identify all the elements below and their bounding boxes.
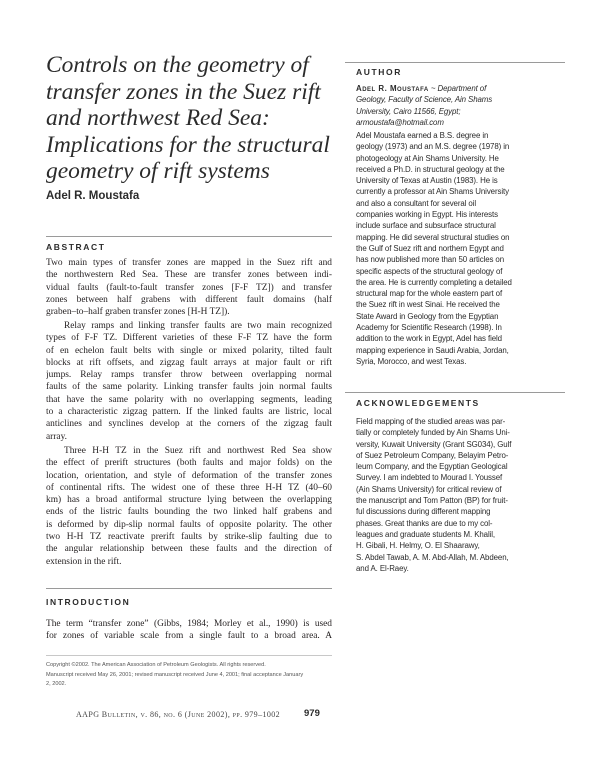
title-line: geometry of rift systems <box>46 158 270 184</box>
bio-line: Adel Moustafa earned a B.S. degree in <box>356 131 489 140</box>
bio-line: structural map for the whole eastern part of <box>356 289 503 299</box>
abstract-paragraph-1 <box>46 257 332 318</box>
bio-line: addition to the work in Egypt, Adel has field <box>356 334 502 344</box>
text-line: of en echelon fault belts with single or mixed polarity, tilted fault <box>46 345 332 356</box>
text-line: vidual faults (fault-to-fault transfer zones [F-F TZ]) and transfer <box>46 282 332 293</box>
footnote-line: Manuscript received May 26, 2001; revised manuscript received June 4, 2001; final acceptance January <box>46 671 304 678</box>
text-line: is deformed by dip-slip normal faults of opposite polarity. The other <box>46 519 332 530</box>
ack-line: versity, Kuwait University (Grant SG034), Gulf <box>356 439 512 449</box>
acknowledgements-heading: ACKNOWLEDGEMENTS <box>356 398 480 408</box>
bio-line: and also a consultant for several oil <box>356 198 476 208</box>
page-number: 979 <box>304 708 320 719</box>
affiliation-line: University, Cairo 11566, Egypt; <box>356 106 461 116</box>
bio-line: photogeology at Ain Shams University. He <box>356 153 499 163</box>
bio-line: mapping experience in Saudi Arabia, Jordan, <box>356 345 509 355</box>
title-line: and northwest Red Sea: <box>46 105 270 131</box>
text-line: anticlines and synclines develop at the corners of the zigzag fault <box>46 419 332 430</box>
text-line: types of F-F TZ. Different varieties of these F-F TZ have the form <box>46 333 332 344</box>
ack-line: the manuscript and Tom Patton (BP) for fruit- <box>356 496 508 506</box>
text-line: faults of the same polarity. Linking transfer faults join normal faults <box>46 382 332 393</box>
bio-line: Academy for Scientific Research (1998). In <box>356 323 502 333</box>
ack-line: leum Company, and the Egyptian Geological <box>356 462 508 472</box>
ack-line: of Suez Petroleum Company, Belayim Petro- <box>356 450 509 460</box>
author-name: Adel R. Moustafa <box>46 190 140 202</box>
text-line: that have the same polarity with no overlapping segments, leading <box>46 394 332 405</box>
ack-line: phases. Great thanks are due to my col- <box>356 518 493 528</box>
copyright-footnotes <box>46 661 303 690</box>
author-box-name: Adel R. Moustafa <box>356 84 429 93</box>
ack-line: H. Gibali, H. Helmy, O. El Shaarawy, <box>356 541 480 551</box>
introduction-heading: INTRODUCTION <box>46 597 131 607</box>
footnote-line: 2, 2002. <box>46 681 67 687</box>
text-line: The term “transfer zone” (Gibbs, 1984; Morley et al., 1990) is used <box>46 619 332 629</box>
ack-line: (Ain Shams University) for critical review of <box>356 484 502 494</box>
bio-line: received a Ph.D. in structural geology at the <box>356 164 505 174</box>
text-line: jumps. Relay ramps transfer throw between overlapping normal <box>46 370 332 381</box>
footnote-rule <box>46 655 332 656</box>
text-line: the effect of prerift structures (both faults and major folds) on the <box>46 458 332 469</box>
author-email[interactable]: armoustafa@hotmail.com <box>356 117 444 127</box>
author-bio <box>356 130 568 367</box>
ack-line: Survey. I am indebted to Mourad I. Youssef <box>356 473 503 483</box>
text-line: array. <box>46 431 67 442</box>
acknowledgements-rule <box>345 392 565 393</box>
bio-line: the Suez rift in west Sinai. He received the <box>356 300 500 310</box>
footnote-line: Copyright ©2002. The American Association of Petroleum Geologists. All rights reserved. <box>46 662 266 668</box>
bio-line: specific aspects of the structural geology of <box>356 266 503 276</box>
bio-line: geology (1973) and an M.S. degree (1978) in <box>356 142 510 152</box>
ack-line: Field mapping of the studied areas was par- <box>356 417 506 426</box>
text-line: extension in the rift. <box>46 556 122 567</box>
text-line: blocks at rift offsets, and zigzag fault arrays at major fault or rift <box>46 357 332 368</box>
abstract-heading: ABSTRACT <box>46 242 106 252</box>
ack-line: S. Abdel Tawab, A. M. Abd-Allah, M. Abdeen, <box>356 552 509 562</box>
article-title <box>46 52 336 185</box>
text-line: ends of the listric faults bounding the two linked half grabens and <box>46 507 332 518</box>
text-line: Relay ramps and linking transfer faults are two main recognized <box>64 321 332 331</box>
text-line: the northwestern Red Sea. These are transfer zones between indi- <box>46 270 332 281</box>
text-line: of continental rifts. The widest one of these three H-H TZ (40–60 <box>46 482 332 493</box>
bio-line: mapping. He did several structural studies on <box>356 232 510 242</box>
text-line: the angular relationship between these faults and the direction of <box>46 544 332 555</box>
acknowledgements-text <box>356 416 568 574</box>
bio-line: the Gulf of Suez rift and northern Egypt and <box>356 243 504 253</box>
introduction-rule <box>46 588 332 589</box>
affiliation-text: ~ Department of <box>430 84 487 93</box>
bio-line: State Award in Geology from the Egyptian <box>356 311 499 321</box>
ack-line: and A. El-Raey. <box>356 563 409 573</box>
abstract-paragraph-3 <box>46 445 332 568</box>
abstract-rule <box>46 236 332 237</box>
bio-line: companies working in Egypt. His interests <box>356 210 498 220</box>
text-line: location, orientation, and style of deformation of the transfer zones <box>46 470 332 481</box>
ack-line: tially or completely funded by Ain Shams Uni- <box>356 428 510 438</box>
title-line: transfer zones in the Suez rift <box>46 78 321 105</box>
affiliation-line: Geology, Faculty of Science, Ain Shams <box>356 95 493 105</box>
text-line: Three H-H TZ in the Suez rift and northwest Red Sea show <box>64 446 332 456</box>
text-line: km) has a broad antiformal structure lying between the overlapping <box>46 495 332 506</box>
ack-line: ful discussions during different mapping <box>356 507 491 517</box>
bio-line: Syria, Morocco, and west Texas. <box>356 356 467 366</box>
introduction-paragraph <box>46 618 332 643</box>
bio-line: University of Texas at Austin (1983). He is <box>356 176 498 186</box>
author-box-heading: AUTHOR <box>356 67 402 77</box>
author-box-rule <box>345 62 565 63</box>
bio-line: currently a professor at Ain Shams University <box>356 187 509 197</box>
bio-line: include surface and subsurface structural <box>356 221 496 231</box>
abstract-paragraph-2 <box>46 320 332 443</box>
author-affiliation <box>356 83 568 128</box>
ack-line: leagues and graduate students M. Khalil, <box>356 529 496 539</box>
running-footer: AAPG Bulletin, v. 86, no. 6 (June 2002), pp. 979–1002 <box>76 710 281 719</box>
title-line: Controls on the geometry of <box>46 52 309 78</box>
bio-line: has now published more than 50 articles on <box>356 255 505 265</box>
title-line: Implications for the structural <box>46 131 330 158</box>
text-line: to a characteristic zigzag pattern. If the linked faults are listric, local <box>46 407 332 418</box>
text-line: Two main types of transfer zones are mapped in the Suez rift and <box>46 258 332 268</box>
affiliation-line <box>356 83 568 94</box>
text-line: for zones of variable scale from a single fault to a broad area. A <box>46 631 332 642</box>
text-line: two H-H TZ reactivate prerift faults by strike-slip faulting due to <box>46 532 332 543</box>
text-line: zones between half grabens with different fault domains (half <box>46 294 332 305</box>
text-line: graben–to–half graben transfer zones [H-H TZ]). <box>46 307 230 318</box>
bio-line: the area. He is currently completing a detailed <box>356 277 512 287</box>
